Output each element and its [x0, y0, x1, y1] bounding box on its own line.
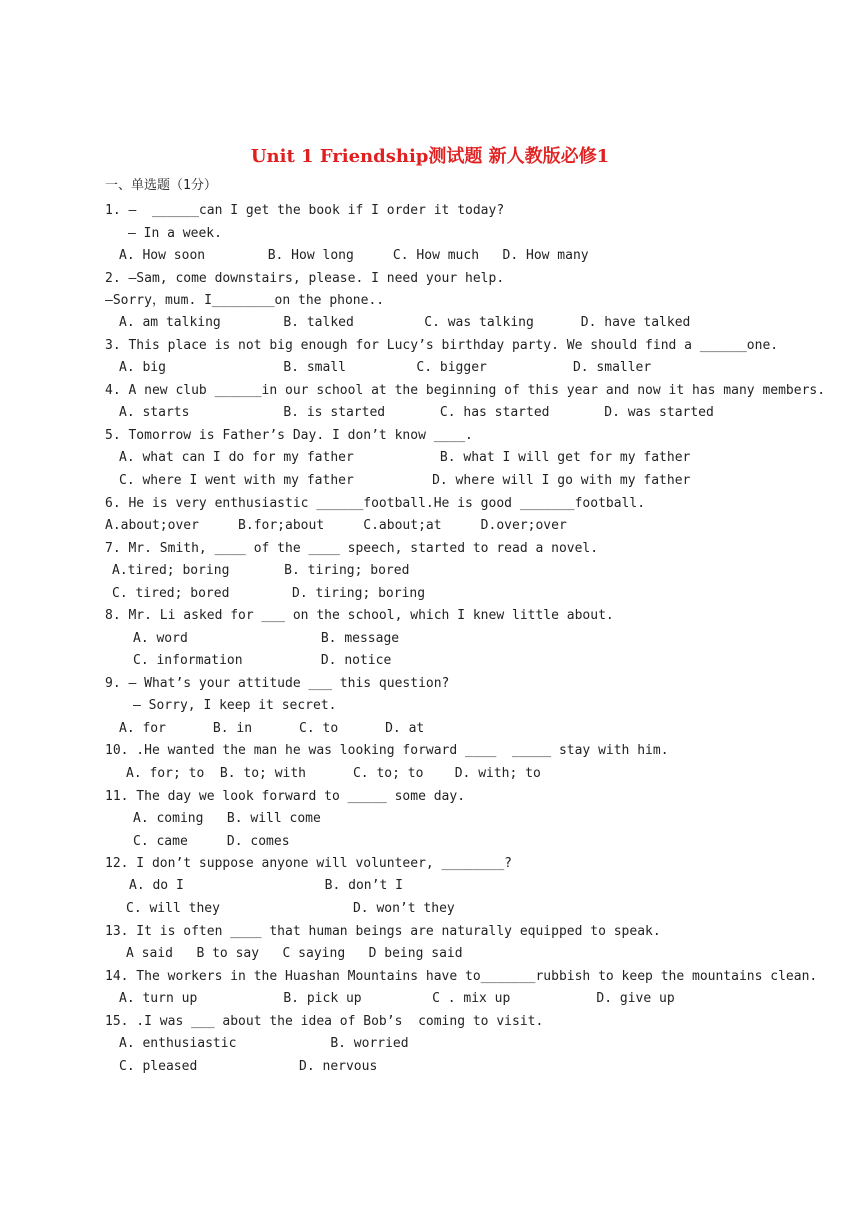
text-line: — Sorry, I keep it secret. [133, 698, 337, 713]
text-line: C. where I went with my father D. where will I go with my father [119, 473, 691, 488]
text-line: A. word B. message [133, 631, 400, 646]
text-line: 14. The workers in the Huashan Mountains have to_______rubbish to keep the mountains clean. [105, 969, 818, 984]
text-line: 2. —Sam, come downstairs, please. I need your help. [105, 271, 505, 286]
text-line: A. do I B. don’t I [129, 878, 403, 893]
text-line: C. tired; bored D. tiring; boring [112, 586, 426, 601]
text-line: — In a week. [128, 226, 222, 241]
document-title: Unit 1 Friendship测试题 新人教版必修1 [250, 146, 610, 167]
text-line: 10. .He wanted the man he was looking forward ____ _____ stay with him. [105, 743, 669, 758]
text-line: C. came D. comes [133, 834, 290, 849]
text-line: C. information D. notice [133, 653, 392, 668]
text-line: 7. Mr. Smith, ____ of the ____ speech, started to read a novel. [105, 541, 599, 556]
text-line: A. enthusiastic B. worried [119, 1036, 409, 1051]
text-line: A. How soon B. How long C. How much D. How many [119, 248, 589, 263]
text-line: 13. It is often ____ that human beings are naturally equipped to speak. [105, 924, 661, 939]
text-line: A. turn up B. pick up C . mix up D. give up [119, 991, 675, 1006]
text-line: 12. I don’t suppose anyone will volunteer, ________? [105, 856, 512, 871]
text-line: A.about;over B.for;about C.about;at D.over;over [105, 518, 567, 533]
text-line: 11. The day we look forward to _____ some day. [105, 789, 466, 804]
text-line: 6. He is very enthusiastic ______football.He is good _______football. [105, 496, 646, 511]
text-line: 15. .I was ___ about the idea of Bob’s coming to visit. [105, 1014, 544, 1029]
text-line: 9. — What’s your attitude ___ this question? [105, 676, 450, 691]
text-line: 8. Mr. Li asked for ___ on the school, which I knew little about. [105, 608, 614, 623]
text-line: A. starts B. is started C. has started D. was started [119, 405, 714, 420]
text-line: 5. Tomorrow is Father’s Day. I don’t know ____. [105, 428, 473, 443]
text-line: 1. — ______can I get the book if I order it today? [105, 203, 505, 218]
text-line: 4. A new club ______in our school at the beginning of this year and now it has many members. [105, 383, 826, 398]
text-line: A said B to say C saying D being said [126, 946, 463, 961]
text-line: 3. This place is not big enough for Lucy’s birthday party. We should find a ______one. [105, 338, 779, 353]
text-line: A.tired; boring B. tiring; bored [112, 563, 410, 578]
text-line: A. for; to B. to; with C. to; to D. with; to [126, 766, 541, 781]
text-line: 一、单选题（1分） [105, 178, 217, 193]
text-line: —Sorry，mum. I________on the phone.. [105, 293, 385, 308]
text-line: A. for B. in C. to D. at [119, 721, 425, 736]
text-line: A. coming B. will come [133, 811, 321, 826]
text-line: A. big B. small C. bigger D. smaller [119, 360, 652, 375]
text-line: C. pleased D. nervous [119, 1059, 378, 1074]
text-line: A. what can I do for my father B. what I will get for my father [119, 450, 691, 465]
text-line: C. will they D. won’t they [126, 901, 455, 916]
text-line: A. am talking B. talked C. was talking D. have talked [119, 315, 691, 330]
